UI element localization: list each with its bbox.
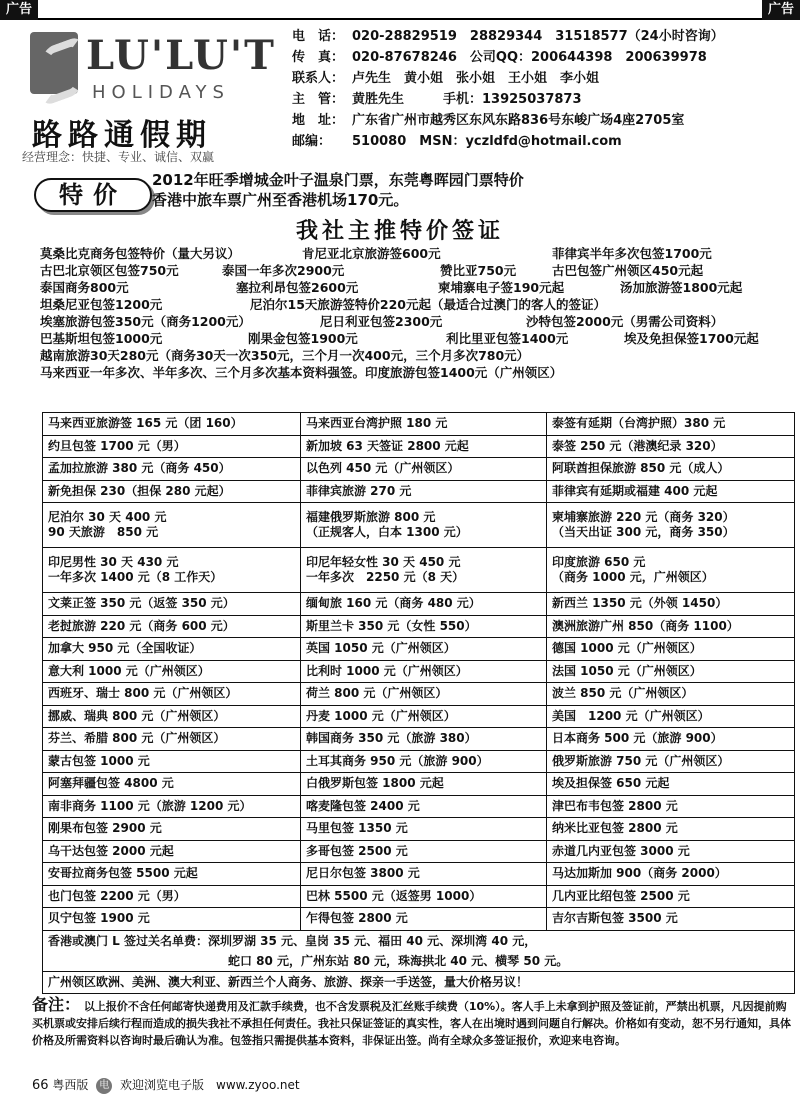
cell-line: 贝宁包签 1900 元 [48,911,150,926]
cell-line: 西班牙、瑞士 800 元（广州领区） [48,686,238,701]
table-row [43,773,795,796]
cell-line: 澳洲旅游广州 850（商务 1100） [552,618,739,633]
cell-line: 荷兰 800 元（广州领区） [306,686,448,701]
table-row [43,885,795,908]
cell-line: 马来西亚台湾护照 180 元 [306,416,448,431]
cell-line: 蒙古包签 1000 元 [48,753,150,768]
cell-line: 喀麦隆包签 2400 元 [306,798,420,813]
logo-name: LU'LU'T [86,32,276,79]
cell-line: 巴林 5500 元（返签男 1000） [306,888,482,903]
table-row [43,435,795,458]
cell-line: （商务 1000 元，广州领区） [552,570,714,584]
cell-line: 柬埔寨旅游 220 元（商务 320） [552,510,735,524]
notes-text: 以上报价不含任何邮寄快递费用及汇款手续费，也不含发票税及汇丝账手续费（10%）。客人手上未拿到护照及签证前，严禁出机票，凡因提前购买机票或安排后续行程而造成的损失我社不承担任何责任。我社只保证签证的真实性，客人在出境时遇到问题自行解决。价格如有变动，恕不另行通知，具体价格及所需资料以咨询时最后确认为准。包签指只需提供基本资料，非保证出签。尚有全球众多签证报价，欢迎来电咨询。 [32,1000,791,1047]
table-cell [43,503,301,548]
cell-line: 几内亚比绍包签 2500 元 [552,888,690,903]
table-cell [547,638,795,661]
table-cell [301,885,547,908]
logo-sub: HOLIDAYS [92,82,230,103]
cell-line: 马里包签 1350 元 [306,821,408,836]
table-row [43,971,795,994]
table-cell [43,480,301,503]
promo-row [40,245,780,262]
table-cell [301,818,547,841]
cell-line: 比利时 1000 元（广州领区） [306,663,468,678]
cell-line: 波兰 850 元（广州领区） [552,686,694,701]
table-cell [301,773,547,796]
table-row [43,458,795,481]
table-row [43,593,795,616]
table-cell [301,750,547,773]
table-cell [301,908,547,931]
cell-line: 90 天旅游 850 元 [48,525,159,539]
table-row [43,795,795,818]
cell-line: 尼泊尔 30 天 400 元 [48,510,167,524]
table-cell [301,683,547,706]
contact-postcode: 邮编： 510080 MSN：yczldfd@hotmail.com [292,134,622,149]
table-cell [301,593,547,616]
cell-line: 尼日尔包签 3800 元 [306,866,420,881]
table-row [43,480,795,503]
notes-label: 备注： [32,995,81,1014]
cell-line: 菲律宾有延期或福建 400 元起 [552,483,718,498]
cell-line: 挪威、瑞典 800 元（广州领区） [48,708,226,723]
table-cell [43,795,301,818]
table-row [43,863,795,886]
cell-line: 新免担保 230（担保 280 元起） [48,483,231,498]
promo-item: 越南旅游30天280元（商务30天一次350元，三个月一次400元，三个月多次780元） [40,348,530,363]
cell-line: 印尼年轻女性 30 天 450 元 [306,555,461,569]
cell-line: 一年多次 2250 元（8 天） [306,570,465,584]
contact-manager: 主 管： 黄胜先生 手机：13925037873 [292,92,582,107]
cell-line: 日本商务 500 元（旅游 900） [552,731,723,746]
table-cell [301,660,547,683]
promo-item: 古巴北京领区包签750元 [40,263,179,278]
promo-row [40,279,780,296]
table-row [43,548,795,593]
special-line-2: 香港中旅车票广州至香港机场170元。 [152,191,409,209]
logo-slogan: 经营理念：快捷、专业、诚信、双赢 [22,150,215,164]
table-cell [547,458,795,481]
special-line-1: 2012年旺季增城金叶子温泉门票，东莞粤晖园门票特价 [152,171,524,189]
cell-line: 美国 1200 元（广州领区） [552,708,710,723]
cell-line: 斯里兰卡 350 元（女性 550） [306,618,477,633]
table-row [43,930,795,971]
ad-bar [0,0,800,20]
table-row [43,705,795,728]
table-cell [547,885,795,908]
table-cell [43,818,301,841]
table-row [43,908,795,931]
table-cell [43,705,301,728]
table-cell [301,863,547,886]
table-cell [43,660,301,683]
table-cell [547,660,795,683]
cell-line: 吉尔吉斯包签 3500 元 [552,911,678,926]
cell-line: 英国 1050 元（广州领区） [306,641,456,656]
cell-line: 意大利 1000 元（广州领区） [48,663,210,678]
table-cell [301,548,547,593]
promo-item: 尼日利亚包签2300元 [320,314,443,329]
promo-row [40,262,780,279]
promo-list [40,245,780,381]
cell-line: 新西兰 1350 元（外领 1450） [552,596,728,611]
page-number: 66 [32,1078,49,1093]
promo-item: 埃塞旅游包签350元（商务1200元） [40,314,251,329]
contact-fax: 传 真： 020-87678246 公司QQ：200644398 200639978 [292,50,707,65]
cell-line: 缅甸旅 160 元（商务 480 元） [306,596,481,611]
table-cell [43,458,301,481]
cell-line: 韩国商务 350 元（旅游 380） [306,731,477,746]
table-cell [301,435,547,458]
contact-address: 地 址： 广东省广州市越秀区东风东路836号东峻广场4座2705室 [292,113,685,128]
cell-line: 福建俄罗斯旅游 800 元 [306,510,436,524]
cell-line: 菲律宾旅游 270 元 [306,483,412,498]
footer-website: 欢迎浏览电子版 www.zyoo.net [120,1078,300,1092]
promo-row [40,296,780,313]
table-cell [547,773,795,796]
cell-line: 纳米比亚包签 2800 元 [552,821,678,836]
table-cell [547,728,795,751]
cell-line: 阿塞拜疆包签 4800 元 [48,776,174,791]
table-cell [301,413,547,436]
cell-line: 乍得包签 2800 元 [306,911,408,926]
contact-info [292,26,797,152]
cell-line: 马达加斯加 900（商务 2000） [552,866,727,881]
cell-line: 土耳其商务 950 元（旅游 900） [306,753,489,768]
table-cell [43,863,301,886]
table-cell [547,548,795,593]
ad-tag-left: 广告 [0,0,38,20]
table-cell [547,840,795,863]
notes [32,996,792,1049]
main-title: 我社主推特价签证 [295,219,504,244]
cell-line: 泰签 250 元（港澳纪录 320） [552,438,723,453]
promo-item: 尼泊尔15天旅游签特价220元起（最适合过澳门的客人的签证） [250,297,606,312]
table-cell [547,435,795,458]
cell-line: 印尼男性 30 天 430 元 [48,555,179,569]
table-cell [301,458,547,481]
table-cell [547,480,795,503]
cell-line: 马来西亚旅游签 165 元（团 160） [48,416,243,431]
table-cell [43,548,301,593]
logo-mark-icon [30,32,78,94]
table-cell [43,413,301,436]
cell-line: （当天出证 300 元，商务 350） [552,525,735,539]
table-cell [301,840,547,863]
table-cell [43,435,301,458]
special-offers [152,170,524,210]
table-cell [43,593,301,616]
table-row [43,840,795,863]
cell-line: 津巴布韦包签 2800 元 [552,798,678,813]
ad-tag-right: 广告 [762,0,800,20]
hk-fee-line-1: 香港或澳门 L 签过关名单费：深圳罗湖 35 元、皇岗 35 元、福田 40 元、深圳湾 40 元， [48,933,537,948]
promo-item: 肯尼亚北京旅游签600元 [302,246,441,261]
promo-row [40,347,780,364]
promo-item: 汤加旅游签1800元起 [620,280,743,295]
cell-line: 多哥包签 2500 元 [306,843,408,858]
table-cell [43,638,301,661]
promo-item: 刚果金包签1900元 [248,331,358,346]
cell-line: 俄罗斯旅游 750 元（广州领区） [552,753,730,768]
visa-price-table [42,412,795,994]
table-cell [547,705,795,728]
page-footer [32,1076,300,1094]
edition-label: 粤西版 [52,1078,89,1092]
special-price-badge: 特价 [34,178,152,212]
cell-line: 丹麦 1000 元（广州领区） [306,708,456,723]
cell-line: （正规客人，白本 1300 元） [306,525,468,539]
table-cell [547,863,795,886]
promo-item: 泰国商务800元 [40,280,129,295]
promo-item: 坦桑尼亚包签1200元 [40,297,163,312]
table-row [43,728,795,751]
table-row [43,660,795,683]
table-row [43,683,795,706]
table-cell [301,480,547,503]
table-cell [43,615,301,638]
publisher-icon: 电 [96,1078,112,1094]
schengen-note: 广州领区欧洲、美洲、澳大利亚、新西兰个人商务、旅游、探亲一手送签，量大价格另议！ [43,971,795,994]
table-row [43,503,795,548]
cell-line: 安哥拉商务包签 5500 元起 [48,866,198,881]
hk-macau-fee [43,930,795,971]
table-cell [301,795,547,818]
promo-item: 利比里亚包签1400元 [446,331,569,346]
promo-row [40,313,780,330]
table-cell [43,728,301,751]
cell-line: 德国 1000 元（广州领区） [552,641,702,656]
cell-line: 白俄罗斯包签 1800 元起 [306,776,444,791]
contact-persons: 联系人： 卢先生 黄小姐 张小姐 王小姐 李小姐 [292,71,600,86]
table-cell [43,840,301,863]
promo-item: 马来西亚一年多次、半年多次、三个月多次基本资料强签。印度旅游包签1400元（广州领区） [40,365,563,380]
table-cell [301,728,547,751]
company-logo [22,26,284,166]
table-cell [547,683,795,706]
cell-line: 南非商务 1100 元（旅游 1200 元） [48,798,252,813]
cell-line: 一年多次 1400 元（8 工作天） [48,570,223,584]
cell-line: 文莱正签 350 元（返签 350 元） [48,596,235,611]
table-row [43,818,795,841]
table-cell [43,885,301,908]
table-cell [301,503,547,548]
promo-row [40,330,780,347]
cell-line: 乌干达包签 2000 元起 [48,843,174,858]
table-cell [547,908,795,931]
cell-line: 老挝旅游 220 元（商务 600 元） [48,618,235,633]
table-cell [43,908,301,931]
table-cell [547,503,795,548]
cell-line: 印度旅游 650 元 [552,555,646,569]
cell-line: 埃及担保签 650 元起 [552,776,670,791]
table-row [43,413,795,436]
cell-line: 新加坡 63 天签证 2800 元起 [306,438,469,453]
contact-phone: 电 话： 020-28829519 28829344 31518577（24小时咨询） [292,29,724,44]
cell-line: 赤道几内亚包签 3000 元 [552,843,690,858]
cell-line: 泰签有延期（台湾护照）380 元 [552,416,726,431]
cell-line: 以色列 450 元（广州领区） [306,461,460,476]
table-cell [43,773,301,796]
promo-item: 柬埔寨电子签190元起 [438,280,565,295]
cell-line: 孟加拉旅游 380 元（商务 450） [48,461,231,476]
promo-item: 泰国一年多次2900元 [222,263,345,278]
cell-line: 加拿大 950 元（全国收证） [48,641,202,656]
table-cell [547,818,795,841]
table-cell [301,615,547,638]
cell-line: 约旦包签 1700 元（男） [48,438,186,453]
promo-item: 菲律宾半年多次包签1700元 [552,246,712,261]
table-cell [43,683,301,706]
table-row [43,638,795,661]
table-cell [547,413,795,436]
promo-item: 巴基斯坦包签1000元 [40,331,163,346]
promo-item: 埃及免担保签1700元起 [624,331,759,346]
cell-line: 法国 1050 元（广州领区） [552,663,702,678]
cell-line: 刚果布包签 2900 元 [48,821,162,836]
cell-line: 阿联酋担保旅游 850 元（成人） [552,461,730,476]
table-cell [547,615,795,638]
table-cell [547,750,795,773]
promo-item: 赞比亚750元 [440,263,517,278]
table-row [43,750,795,773]
hk-fee-line-2: 蛇口 80 元，广州东站 80 元，珠海拱北 40 元、横琴 50 元。 [228,953,569,968]
logo-chinese-name: 路路通假期 [32,118,212,153]
table-row [43,615,795,638]
promo-item: 古巴包签广州领区450元起 [552,263,704,278]
table-cell [301,638,547,661]
cell-line: 芬兰、希腊 800 元（广州领区） [48,731,226,746]
table-cell [547,593,795,616]
promo-item: 沙特包签2000元（男需公司资料） [526,314,724,329]
table-cell [301,705,547,728]
promo-item: 莫桑比克商务包签特价（量大另议） [40,246,241,261]
promo-item: 塞拉利昂包签2600元 [236,280,359,295]
promo-row [40,364,780,381]
table-cell [43,750,301,773]
cell-line: 也门包签 2200 元（男） [48,888,186,903]
table-cell [547,795,795,818]
